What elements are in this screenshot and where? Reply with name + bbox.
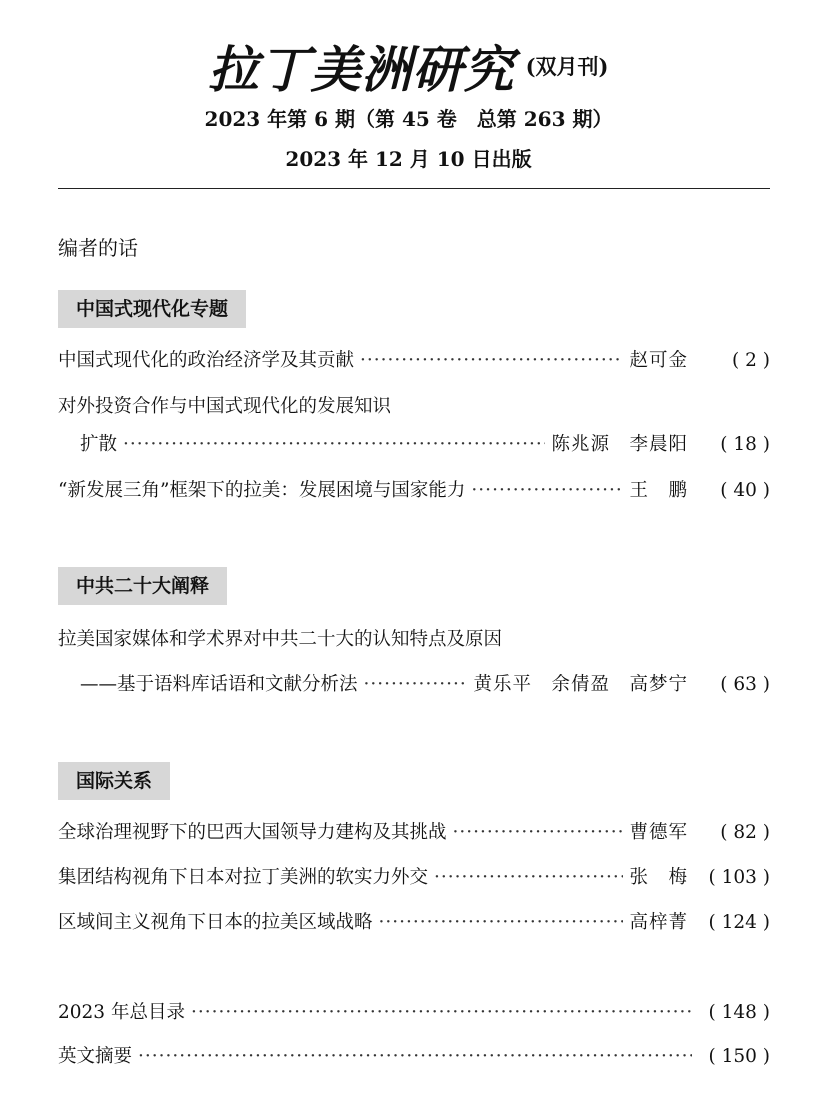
section-heading-20th-congress: 中共二十大阐释 <box>58 567 227 605</box>
toc-entry-english-abstracts[interactable] <box>58 1042 770 1072</box>
toc-entry-author: 曹德军 <box>629 822 688 843</box>
dot-leader <box>453 822 624 843</box>
toc-entry-page: ( 63 ) <box>720 674 770 695</box>
toc-entry[interactable] <box>58 476 770 506</box>
dot-leader <box>364 674 468 695</box>
toc-entry-title: 中国式现代化的政治经济学及其贡献 <box>58 350 355 371</box>
editor-note-link[interactable]: 编者的话 <box>58 236 138 260</box>
dot-leader <box>360 350 623 371</box>
toc-entry[interactable] <box>58 863 770 893</box>
header-divider <box>58 188 770 189</box>
publish-date: 2023 年 12 月 10 日出版 <box>285 147 532 171</box>
toc-entry[interactable] <box>58 818 770 848</box>
toc-entry-author: 赵可金 <box>629 350 688 371</box>
journal-frequency: (双月刊) <box>525 54 609 79</box>
toc-entry-title: “新发展三角”框架下的拉美：发展困境与国家能力 <box>58 480 466 501</box>
toc-entry-page: ( 2 ) <box>732 350 770 371</box>
toc-entry-author: 王 鹏 <box>629 480 688 501</box>
dot-leader <box>191 1002 692 1023</box>
toc-entry-page: ( 150 ) <box>708 1046 770 1067</box>
toc-entry[interactable] <box>58 908 770 938</box>
journal-masthead <box>0 30 817 102</box>
toc-entry-title: 扩散 <box>80 434 118 455</box>
toc-entry-author: 黄乐平 余倩盈 高梦宁 <box>473 674 688 695</box>
toc-entry-author: 张 梅 <box>629 867 688 888</box>
toc-entry-page: ( 148 ) <box>708 1002 770 1023</box>
toc-entry-title: ——基于语料库话语和文献分析法 <box>80 674 358 695</box>
toc-entry-title: 区域间主义视角下日本的拉美区域战略 <box>58 912 373 933</box>
dot-leader <box>434 867 623 888</box>
toc-entry-title: 全球治理视野下的巴西大国领导力建构及其挑战 <box>58 822 447 843</box>
toc-entry-annual-index[interactable] <box>58 998 770 1028</box>
toc-entry-title: 2023 年总目录 <box>58 1002 185 1023</box>
toc-entry-page: ( 124 ) <box>708 912 770 933</box>
dot-leader <box>138 1046 692 1067</box>
toc-entry-page: ( 18 ) <box>720 434 770 455</box>
journal-title: 拉丁美洲研究 <box>208 40 515 99</box>
toc-entry-author: 高梓菁 <box>629 912 688 933</box>
toc-entry-page: ( 40 ) <box>720 480 770 501</box>
issue-line: 2023 年第 6 期（第 45 卷 总第 263 期） <box>204 107 613 131</box>
toc-entry-title: 集团结构视角下日本对拉丁美洲的软实力外交 <box>58 867 429 888</box>
dot-leader <box>123 434 545 455</box>
dot-leader <box>471 480 623 501</box>
toc-entry[interactable] <box>80 670 770 700</box>
toc-entry-page: ( 103 ) <box>708 867 770 888</box>
toc-entry[interactable] <box>58 346 770 376</box>
section-heading-modernization: 中国式现代化专题 <box>58 290 246 328</box>
toc-entry-page: ( 82 ) <box>720 822 770 843</box>
toc-entry-title-line1[interactable]: 对外投资合作与中国式现代化的发展知识 <box>58 396 392 417</box>
toc-entry-title-line1[interactable]: 拉美国家媒体和学术界对中共二十大的认知特点及原因 <box>58 629 503 650</box>
section-heading-international-relations: 国际关系 <box>58 762 170 800</box>
toc-entry-author: 陈兆源 李晨阳 <box>551 434 688 455</box>
toc-entry[interactable] <box>80 430 770 460</box>
dot-leader <box>379 912 624 933</box>
toc-entry-title: 英文摘要 <box>58 1046 133 1067</box>
